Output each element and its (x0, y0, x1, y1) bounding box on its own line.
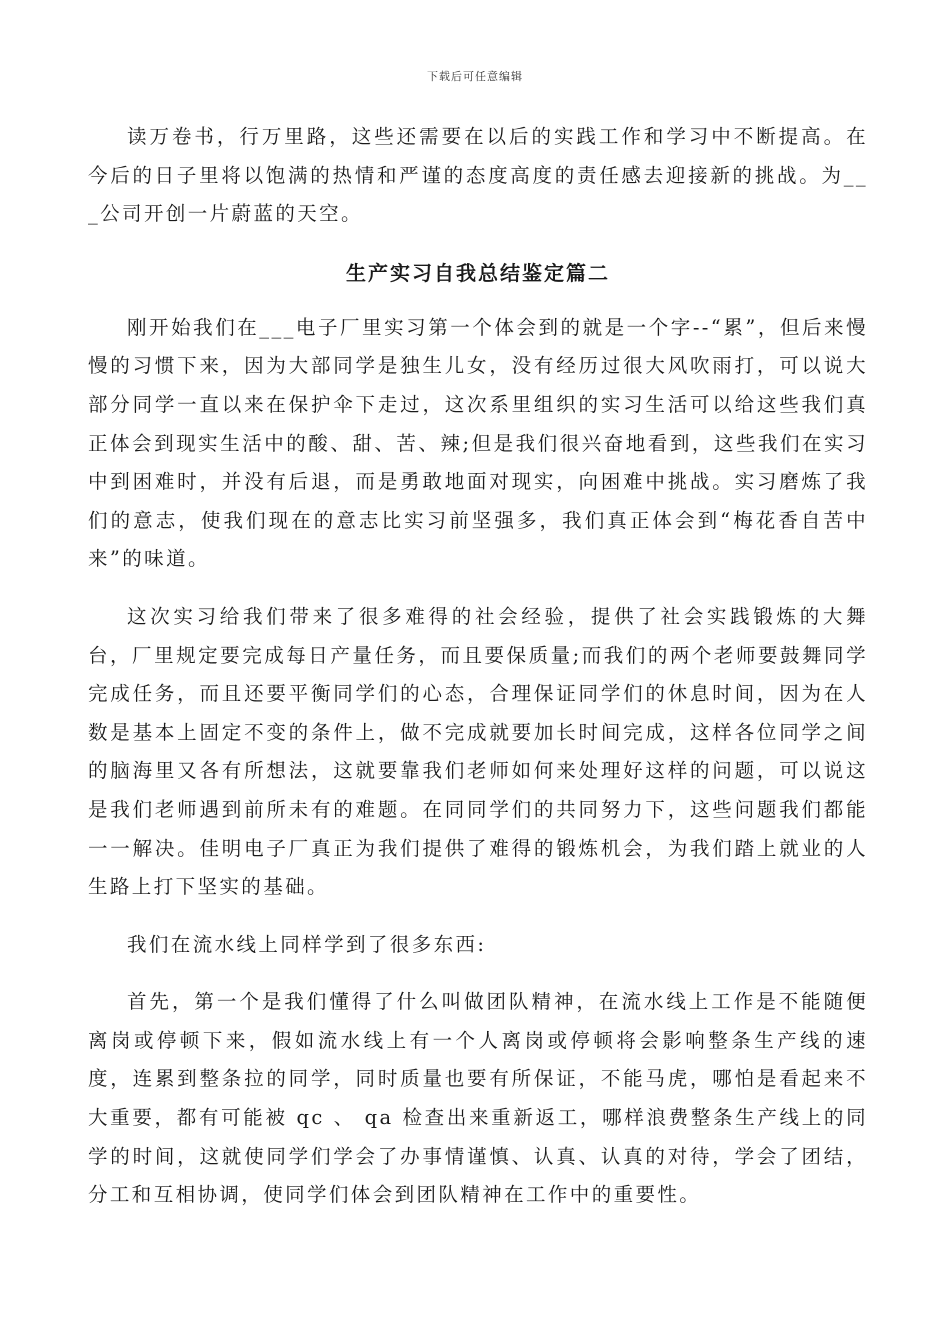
paragraph-1: 刚开始我们在___电子厂里实习第一个体会到的就是一个字--“累”，但后来慢慢的习惯下来，因为大部同学是独生儿女，没有经历过很大风吹雨打，可以说大部分同学一直以来在保护伞下走过，这次系里组织的实习生活可以给这些我们真正体会到现实生活中的酸、甜、苦、辣;但是我们很兴奋地看到，这些我们在实习中到困难时，并没有后退，而是勇敢地面对现实，向困难中挑战。实习磨炼了我们的意志，使我们现在的意志比实习前坚强多，我们真正体会到“梅花香自苦中来”的味道。 (88, 315, 868, 571)
document-body (88, 118, 868, 1215)
section-title: 生产实习自我总结鉴定篇二 (346, 260, 610, 285)
header-note: 下载后可任意编辑 (427, 70, 523, 83)
paragraph-intro: 读万卷书，行万里路，这些还需要在以后的实践工作和学习中不断提高。在今后的日子里将以饱满的热情和严谨的态度高度的责任感去迎接新的挑战。为___公司开创一片蔚蓝的天空。 (88, 125, 868, 226)
paragraph-2: 这次实习给我们带来了很多难得的社会经验，提供了社会实践锻炼的大舞台，厂里规定要完成每日产量任务，而且要保质量;而我们的两个老师要鼓舞同学完成任务，而且还要平衡同学们的心态，合理保证同学们的休息时间，因为在人数是基本上固定不变的条件上，做不完成就要加长时间完成，这样各位同学之间的脑海里又各有所想法，这就要靠我们老师如何来处理好这样的问题，可以说这是我们老师遇到前所未有的难题。在同同学们的共同努力下，这些问题我们都能一一解决。佳明电子厂真正为我们提供了难得的锻炼机会，为我们踏上就业的人生路上打下坚实的基础。 (88, 604, 868, 899)
paragraph-3: 我们在流水线上同样学到了很多东西: (127, 932, 487, 956)
paragraph-4: 首先，第一个是我们懂得了什么叫做团队精神，在流水线上工作是不能随便离岗或停顿下来，假如流水线上有一个人离岗或停顿将会影响整条生产线的速度，连累到整条拉的同学，同时质量也要有所保证，不能马虎，哪怕是看起来不大重要，都有可能被 qc 、 qa 检查出来重新返工，哪样浪费整条生产线上的同学的时间，这就使同学们学会了办事情谨慎、认真、认真的对待，学会了团结，分工和互相协调，使同学们体会到团队精神在工作中的重要性。 (88, 990, 868, 1207)
